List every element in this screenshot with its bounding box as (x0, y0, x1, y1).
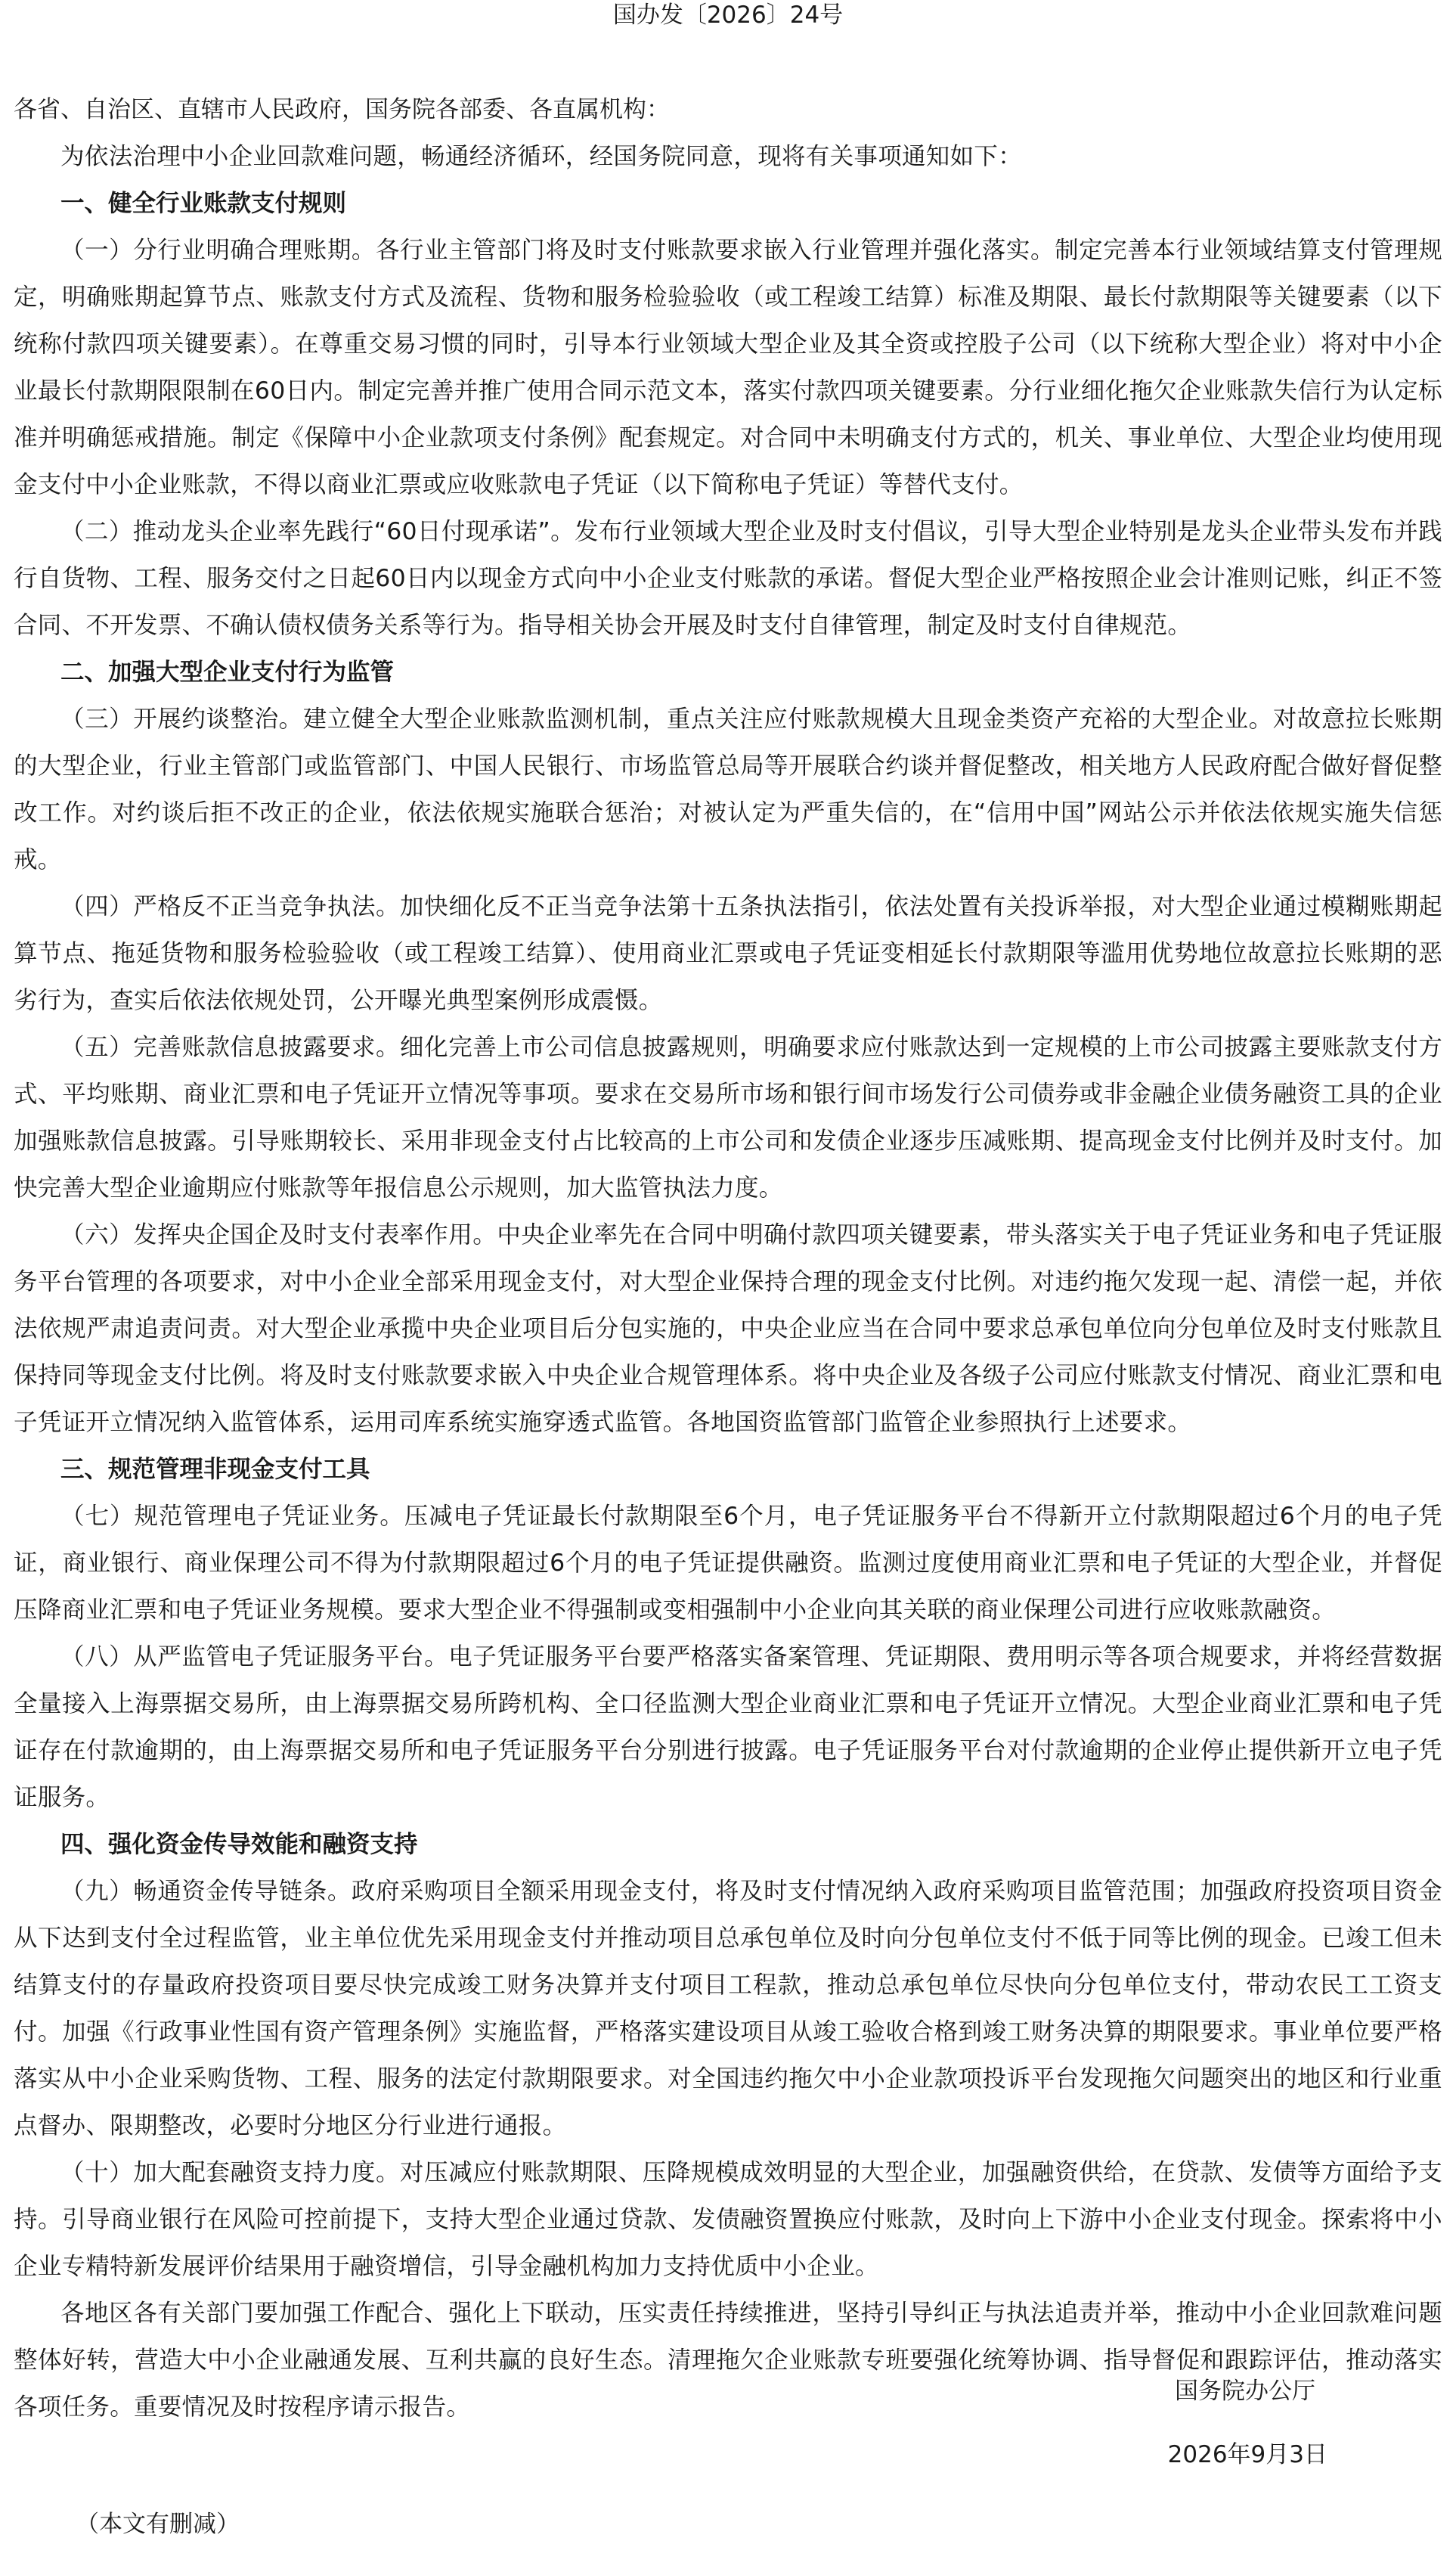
section-heading-2: 二、加强大型企业支付行为监管 (60, 659, 395, 686)
signature-organization: 国务院办公厅 (1175, 2378, 1315, 2405)
section-4-paragraph-1: （九）畅通资金传导链条。政府采购项目全额采用现金支付，将及时支付情况纳入政府采购项目监管范围；加强政府投资项目资金从下达到支付全过程监管，业主单位优先采用现金支付并推动项目总承包单位及时向分包单位支付不低于同等比例的现金。已竣工但未结算支付的存量政府投资项目要尽快完成竣工财务决算并支付项目工程款，推动总承包单位尽快向分包单位支付，带动农民工工资支付。加强《行政事业性国有资产管理条例》实施监督，严格落实建设项目从竣工验收合格到竣工财务决算的期限要求。事业单位要严格落实从中小企业采购货物、工程、服务的法定付款期限要求。对全国违约拖欠中小企业款项投诉平台发现拖欠问题突出的地区和行业重点督办、限期整改，必要时分地区分行业进行通报。 (14, 1878, 1442, 2139)
intro-paragraph: 为依法治理中小企业回款难问题，畅通经济循环，经国务院同意，现将有关事项通知如下： (60, 143, 1023, 170)
section-1-paragraph-1: （一）分行业明确合理账期。各行业主管部门将及时支付账款要求嵌入行业管理并强化落实。制定完善本行业领域结算支付管理规定，明确账期起算节点、账款支付方式及流程、货物和服务检验验收（或工程竣工结算）标准及期限、最长付款期限等关键要素（以下统称付款四项关键要素）。在尊重交易习惯的同时，引导本行业领域大型企业及其全资或控股子公司（以下统称大型企业）将对中小企业最长付款期限限制在60日内。制定完善并推广使用合同示范文本，落实付款四项关键要素。分行业细化拖欠企业账款失信行为认定标准并明确惩戒措施。制定《保障中小企业款项支付条例》配套规定。对合同中未明确支付方式的，机关、事业单位、大型企业均使用现金支付中小企业账款，不得以商业汇票或应收账款电子凭证（以下简称电子凭证）等替代支付。 (14, 237, 1442, 498)
signature-date: 2026年9月3日 (1167, 2441, 1327, 2468)
section-heading-1: 一、健全行业账款支付规则 (60, 190, 347, 217)
salutation: 各省、自治区、直辖市人民政府，国务院各部委、各直属机构： (14, 96, 670, 123)
abridged-note: （本文有删减） (76, 2511, 240, 2538)
closing-paragraph: 各地区各有关部门要加强工作配合、强化上下联动，压实责任持续推进，坚持引导纠正与执法追责并举，推动中小企业回款难问题整体好转，营造大中小企业融通发展、互利共赢的良好生态。清理拖欠企业账款专班要强化统筹协调、指导督促和跟踪评估，推动落实各项任务。重要情况及时按程序请示报告。 (14, 2300, 1442, 2421)
section-2-paragraph-1: （三）开展约谈整治。建立健全大型企业账款监测机制，重点关注应付账款规模大且现金类资产充裕的大型企业。对故意拉长账期的大型企业，行业主管部门或监管部门、中国人民银行、市场监管总局等开展联合约谈并督促整改，相关地方人民政府配合做好督促整改工作。对约谈后拒不改正的企业，依法依规实施联合惩治；对被认定为严重失信的，在“信用中国”网站公示并依法依规实施失信惩戒。 (14, 706, 1442, 873)
section-2-paragraph-3: （五）完善账款信息披露要求。细化完善上市公司信息披露规则，明确要求应付账款达到一定规模的上市公司披露主要账款支付方式、平均账期、商业汇票和电子凭证开立情况等事项。要求在交易所市场和银行间市场发行公司债券或非金融企业债务融资工具的企业加强账款信息披露。引导账期较长、采用非现金支付占比较高的上市公司和发债企业逐步压减账期、提高现金支付比例并及时支付。加快完善大型企业逾期应付账款等年报信息公示规则，加大监管执法力度。 (14, 1034, 1442, 1202)
section-2-paragraph-2: （四）严格反不正当竞争执法。加快细化反不正当竞争法第十五条执法指引，依法处置有关投诉举报，对大型企业通过模糊账期起算节点、拖延货物和服务检验验收（或工程竣工结算）、使用商业汇票或电子凭证变相延长付款期限等滥用优势地位故意拉长账期的恶劣行为，查实后依法依规处罚，公开曝光典型案例形成震慑。 (14, 893, 1442, 1014)
section-3-paragraph-1: （七）规范管理电子凭证业务。压减电子凭证最长付款期限至6个月，电子凭证服务平台不得新开立付款期限超过6个月的电子凭证，商业银行、商业保理公司不得为付款期限超过6个月的电子凭证提供融资。监测过度使用商业汇票和电子凭证的大型企业，并督促压降商业汇票和电子凭证业务规模。要求大型企业不得强制或变相强制中小企业向其关联的商业保理公司进行应收账款融资。 (14, 1503, 1442, 1624)
section-1-paragraph-2: （二）推动龙头企业率先践行“60日付现承诺”。发布行业领域大型企业及时支付倡议，引导大型企业特别是龙头企业带头发布并践行自货物、工程、服务交付之日起60日内以现金方式向中小企业支付账款的承诺。督促大型企业严格按照企业会计准则记账，纠正不签合同、不开发票、不确认债权债务关系等行为。指导相关协会开展及时支付自律管理，制定及时支付自律规范。 (14, 518, 1442, 639)
section-2-paragraph-4: （六）发挥央企国企及时支付表率作用。中央企业率先在合同中明确付款四项关键要素，带头落实关于电子凭证业务和电子凭证服务平台管理的各项要求，对中小企业全部采用现金支付，对大型企业保持合理的现金支付比例。对违约拖欠发现一起、清偿一起，并依法依规严肃追责问责。对大型企业承揽中央企业项目后分包实施的，中央企业应当在合同中要求总承包单位向分包单位及时支付账款且保持同等现金支付比例。将及时支付账款要求嵌入中央企业合规管理体系。将中央企业及各级子公司应付账款支付情况、商业汇票和电子凭证开立情况纳入监管体系，运用司库系统实施穿透式监管。各地国资监管部门监管企业参照执行上述要求。 (14, 1221, 1442, 1436)
section-4-paragraph-2: （十）加大配套融资支持力度。对压减应付账款期限、压降规模成效明显的大型企业，加强融资供给，在贷款、发债等方面给予支持。引导商业银行在风险可控前提下，支持大型企业通过贷款、发债融资置换应付账款，及时向上下游中小企业支付现金。探索将中小企业专精特新发展评价结果用于融资增信，引导金融机构加力支持优质中小企业。 (14, 2159, 1442, 2280)
section-3-paragraph-2: （八）从严监管电子凭证服务平台。电子凭证服务平台要严格落实备案管理、凭证期限、费用明示等各项合规要求，并将经营数据全量接入上海票据交易所，由上海票据交易所跨机构、全口径监测大型企业商业汇票和电子凭证开立情况。大型企业商业汇票和电子凭证存在付款逾期的，由上海票据交易所和电子凭证服务平台分别进行披露。电子凭证服务平台对付款逾期的企业停止提供新开立电子凭证服务。 (14, 1643, 1442, 1811)
document-number: 国办发〔2026〕24号 (612, 2, 844, 29)
section-heading-4: 四、强化资金传导效能和融资支持 (60, 1831, 418, 1858)
section-heading-3: 三、规范管理非现金支付工具 (60, 1456, 370, 1483)
